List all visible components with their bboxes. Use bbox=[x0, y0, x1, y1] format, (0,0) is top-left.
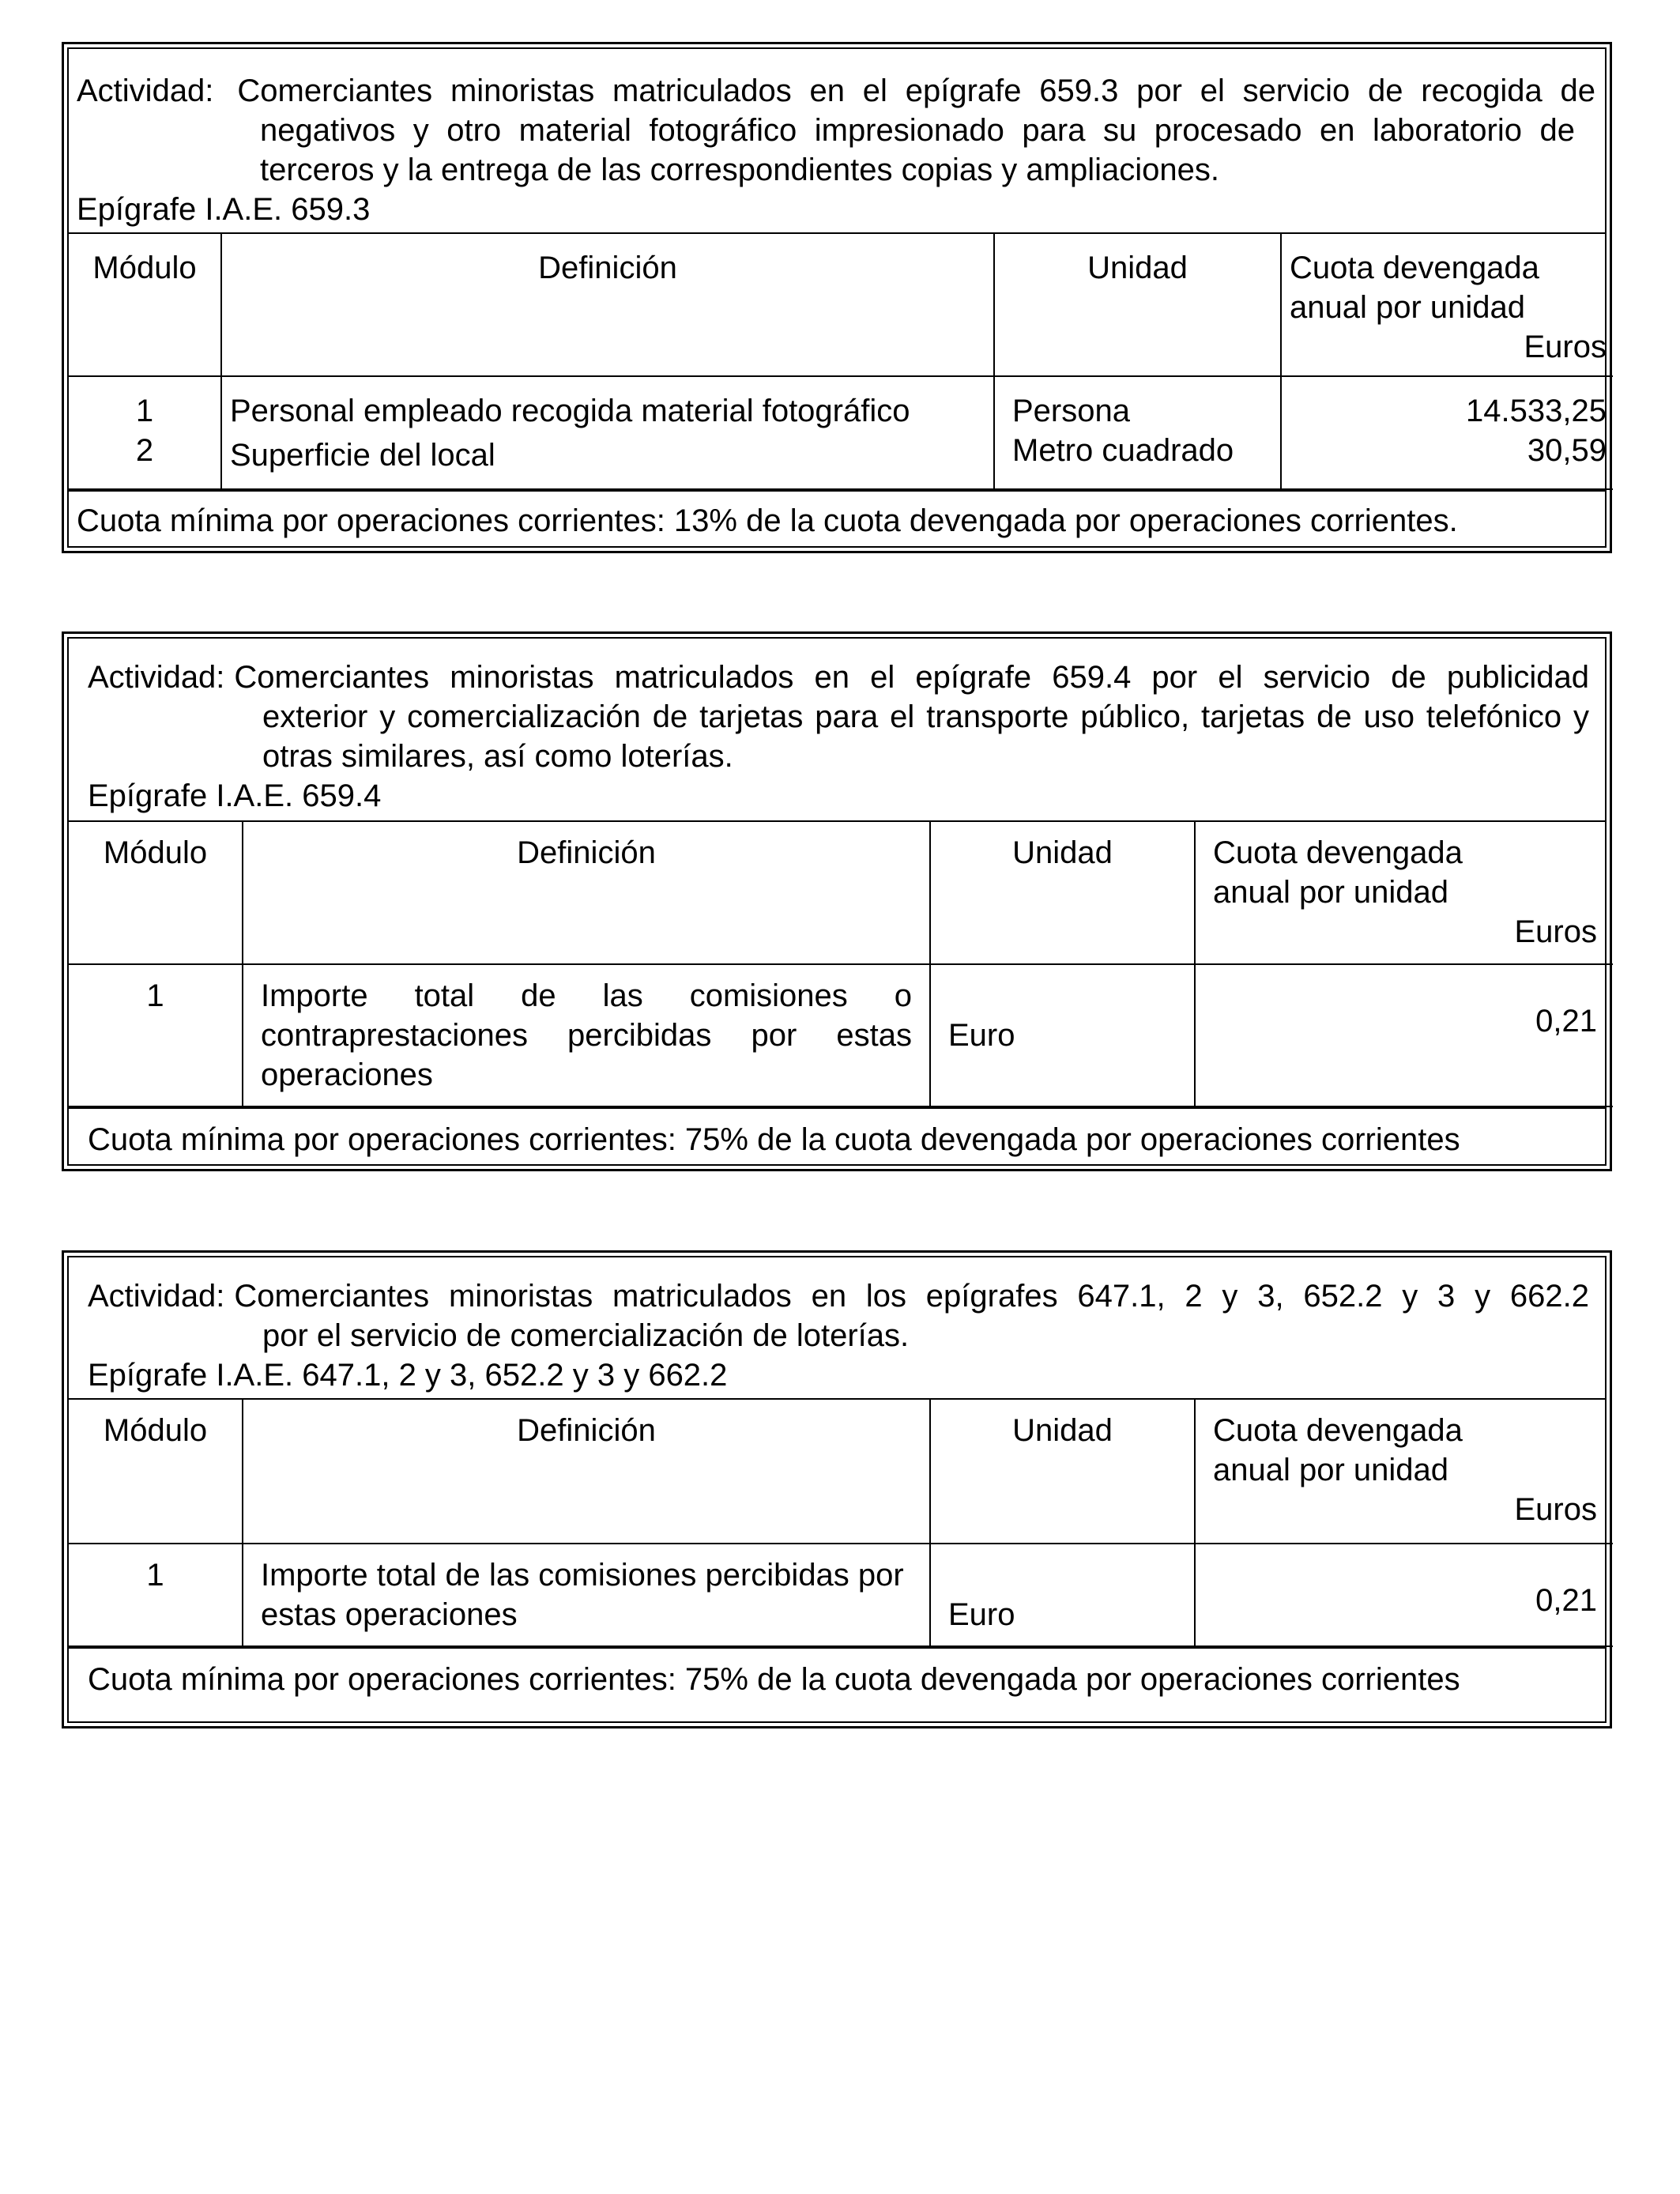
cuota-minima-note bbox=[69, 1647, 1605, 1699]
header-cuota-line2: anual por unidad bbox=[1290, 290, 1526, 325]
cuota-minima-text: Cuota mínima por operaciones corrientes: 13% de la cuota devengada por operaciones corrientes. bbox=[77, 503, 1458, 538]
module-table-loterias bbox=[62, 1250, 1612, 1728]
activity-text bbox=[237, 71, 1595, 111]
epigrafe-code: Epígrafe I.A.E. 647.1, 2 y 3, 652.2 y 3 y 662.2 bbox=[88, 1358, 728, 1393]
header-definicion bbox=[243, 822, 930, 964]
header-definicion-text: Definición bbox=[517, 1413, 656, 1448]
header-definicion bbox=[243, 1400, 930, 1544]
cell-definicion bbox=[243, 1544, 930, 1646]
header-cuota-currency: Euros bbox=[1524, 330, 1607, 364]
row-1-cuota: 0,21 bbox=[1535, 1583, 1597, 1618]
row-2-modulo: 2 bbox=[135, 433, 154, 468]
activity-text bbox=[234, 658, 1589, 697]
activity-description bbox=[88, 1276, 1589, 1316]
cell-modulo bbox=[69, 376, 221, 489]
header-unidad bbox=[930, 822, 1195, 964]
header-unidad-text: Unidad bbox=[1012, 1413, 1113, 1448]
header-cuota-line1: Cuota devengada bbox=[1213, 1413, 1463, 1448]
row-1-modulo: 1 bbox=[135, 394, 154, 428]
activity-description bbox=[77, 71, 1595, 111]
cuota-minima-note bbox=[69, 490, 1605, 541]
modules-table bbox=[69, 1400, 1613, 1647]
activity-header bbox=[69, 639, 1605, 822]
row-1-cuota: 0,21 bbox=[1535, 1004, 1597, 1039]
module-table-659-4 bbox=[62, 631, 1612, 1171]
cell-cuota bbox=[1195, 1544, 1613, 1646]
row-1-definicion: Personal empleado recogida material fotográfico bbox=[230, 394, 910, 428]
activity-header bbox=[69, 49, 1605, 234]
row-1-unidad: Euro bbox=[948, 1597, 1015, 1632]
table-header-row bbox=[69, 822, 1613, 964]
row-2-cuota: 30,59 bbox=[1527, 433, 1607, 468]
cell-unidad bbox=[930, 964, 1195, 1106]
module-table-frame bbox=[67, 637, 1607, 1166]
header-modulo bbox=[69, 1400, 243, 1544]
table-header-row bbox=[69, 234, 1613, 376]
header-cuota-line1: Cuota devengada bbox=[1290, 251, 1539, 285]
cell-definicion bbox=[221, 376, 994, 489]
table-row bbox=[69, 376, 1613, 489]
header-modulo-text: Módulo bbox=[103, 1413, 208, 1448]
header-modulo-text: Módulo bbox=[103, 835, 208, 870]
activity-label: Actividad: bbox=[88, 660, 225, 695]
table-row bbox=[69, 1544, 1613, 1646]
header-unidad-text: Unidad bbox=[1087, 251, 1188, 285]
header-unidad bbox=[994, 234, 1281, 376]
row-1-unidad: Persona bbox=[1012, 394, 1130, 428]
row-1-modulo: 1 bbox=[146, 978, 164, 1013]
header-definicion-text: Definición bbox=[517, 835, 656, 870]
header-modulo bbox=[69, 822, 243, 964]
activity-text-continuation: negativos y otro material fotográfico impresionado para su procesado en laboratorio de terceros y la entrega de las correspondientes copias y ampliaciones. bbox=[260, 113, 1575, 187]
row-1-definicion: Importe total de las comisiones o contraprestaciones percibidas por estas operaciones bbox=[261, 978, 912, 1092]
row-1-modulo: 1 bbox=[146, 1558, 164, 1593]
module-table-frame bbox=[67, 1256, 1607, 1723]
activity-text-continuation: exterior y comercialización de tarjetas para el transporte público, tarjetas de uso telefónico y otras similares, así como loterías. bbox=[262, 699, 1589, 774]
header-cuota-line1: Cuota devengada bbox=[1213, 835, 1463, 870]
activity-description bbox=[88, 658, 1589, 697]
activity-text bbox=[234, 1276, 1589, 1316]
header-cuota bbox=[1195, 1400, 1613, 1544]
cell-unidad bbox=[930, 1544, 1195, 1646]
cell-cuota bbox=[1281, 376, 1613, 489]
header-modulo-text: Módulo bbox=[92, 251, 197, 285]
header-cuota bbox=[1195, 822, 1613, 964]
row-1-unidad: Euro bbox=[948, 1018, 1015, 1053]
header-cuota-line2: anual por unidad bbox=[1213, 1453, 1449, 1487]
table-header-row bbox=[69, 1400, 1613, 1544]
row-1-cuota: 14.533,25 bbox=[1466, 394, 1607, 428]
header-definicion-text: Definición bbox=[538, 251, 677, 285]
activity-text-line1: Comerciantes minoristas matriculados en los epígrafes 647.1, 2 y 3, 652.2 y 3 y 662.2 bbox=[234, 1279, 1589, 1314]
module-table-frame bbox=[67, 47, 1607, 548]
header-definicion bbox=[221, 234, 994, 376]
header-cuota-currency: Euros bbox=[1514, 914, 1597, 949]
row-2-unidad: Metro cuadrado bbox=[1012, 433, 1234, 468]
cell-modulo bbox=[69, 1544, 243, 1646]
modules-table bbox=[69, 234, 1613, 490]
header-cuota-line2: anual por unidad bbox=[1213, 875, 1449, 910]
cell-definicion bbox=[243, 964, 930, 1106]
header-unidad bbox=[930, 1400, 1195, 1544]
module-table-659-3 bbox=[62, 42, 1612, 553]
header-modulo bbox=[69, 234, 221, 376]
cell-modulo bbox=[69, 964, 243, 1106]
header-cuota-currency: Euros bbox=[1514, 1492, 1597, 1527]
row-2-definicion: Superficie del local bbox=[230, 438, 495, 473]
table-row bbox=[69, 964, 1613, 1106]
header-cuota bbox=[1281, 234, 1613, 376]
activity-header bbox=[69, 1257, 1605, 1400]
activity-text-line1: Comerciantes minoristas matriculados en el epígrafe 659.3 por el servicio de recogida de bbox=[237, 74, 1595, 108]
cell-cuota bbox=[1195, 964, 1613, 1106]
header-unidad-text: Unidad bbox=[1012, 835, 1113, 870]
activity-label: Actividad: bbox=[77, 74, 214, 108]
row-1-definicion: Importe total de las comisiones percibidas por estas operaciones bbox=[261, 1558, 904, 1632]
cuota-minima-note bbox=[69, 1107, 1605, 1159]
epigrafe-code: Epígrafe I.A.E. 659.3 bbox=[77, 192, 371, 227]
modules-table bbox=[69, 822, 1613, 1107]
activity-text-line1: Comerciantes minoristas matriculados en el epígrafe 659.4 por el servicio de publicidad bbox=[234, 660, 1589, 695]
epigrafe-code: Epígrafe I.A.E. 659.4 bbox=[88, 778, 382, 813]
cuota-minima-text: Cuota mínima por operaciones corrientes: 75% de la cuota devengada por operaciones corrientes bbox=[88, 1122, 1460, 1157]
cuota-minima-text: Cuota mínima por operaciones corrientes: 75% de la cuota devengada por operaciones corrientes bbox=[88, 1662, 1460, 1697]
activity-label: Actividad: bbox=[88, 1279, 225, 1314]
activity-text-continuation: por el servicio de comercialización de loterías. bbox=[262, 1318, 910, 1353]
cell-unidad bbox=[994, 376, 1281, 489]
